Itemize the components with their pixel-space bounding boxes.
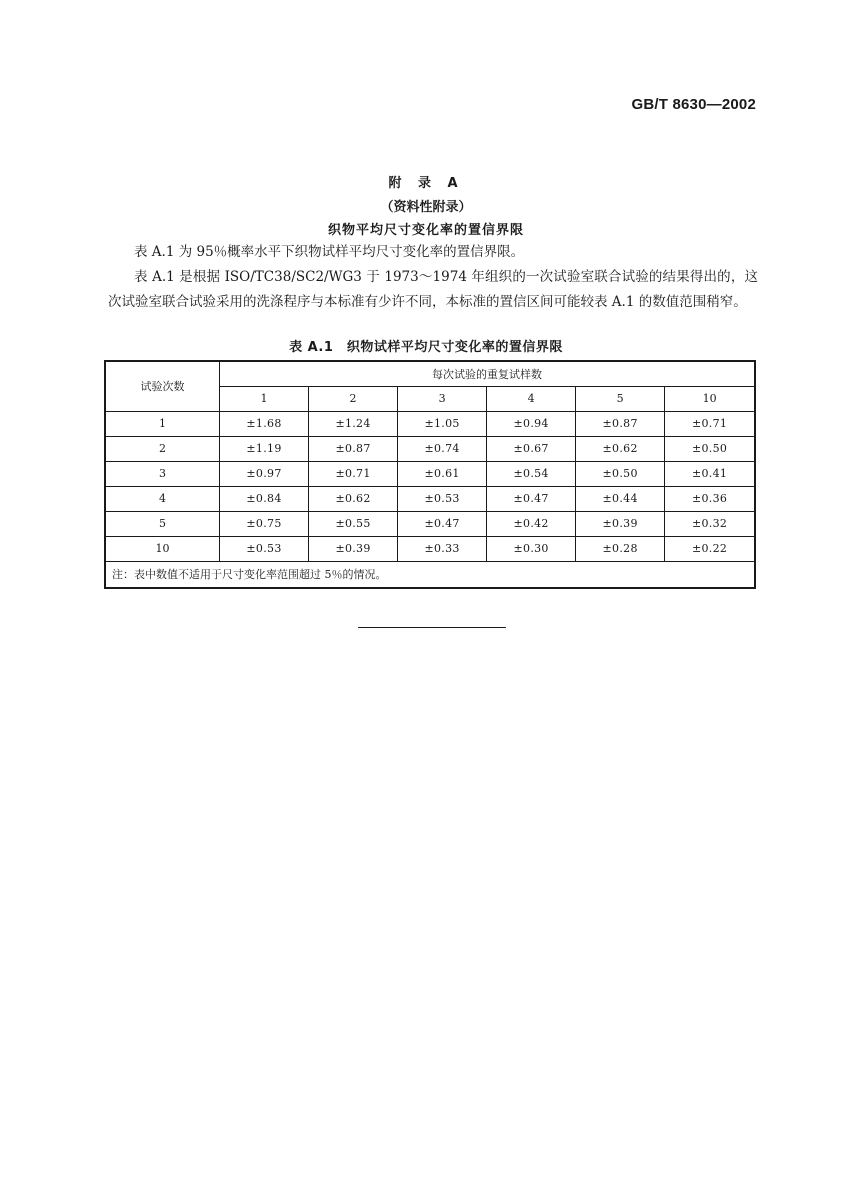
row-header-cell: 试验次数: [105, 361, 220, 411]
table-cell: ±0.71: [665, 411, 755, 436]
table-cell: ±0.97: [220, 461, 309, 486]
table-row: [105, 461, 755, 486]
table-cell: ±0.36: [665, 486, 755, 511]
row-label: 5: [105, 511, 220, 536]
table-cell: ±0.33: [398, 536, 487, 561]
table-cell: ±0.55: [309, 511, 398, 536]
table-cell: ±0.75: [220, 511, 309, 536]
table-cell: ±0.47: [398, 511, 487, 536]
table-cell: ±0.94: [487, 411, 576, 436]
table-cell: ±0.87: [576, 411, 665, 436]
row-label: 1: [105, 411, 220, 436]
table-cell: ±1.68: [220, 411, 309, 436]
table-row: [105, 536, 755, 561]
table-cell: ±0.39: [309, 536, 398, 561]
row-label: 4: [105, 486, 220, 511]
table-cell: ±0.74: [398, 436, 487, 461]
column-header-5: 5: [576, 386, 665, 411]
table-row: [105, 411, 755, 436]
table-cell: ±0.61: [398, 461, 487, 486]
table-cell: ±0.54: [487, 461, 576, 486]
table-cell: ±1.19: [220, 436, 309, 461]
standard-number: GB/T 8630—2002: [631, 96, 756, 113]
confidence-limits-table: [104, 360, 756, 589]
table-row: [105, 486, 755, 511]
table-cell: ±0.67: [487, 436, 576, 461]
column-header-4: 4: [487, 386, 576, 411]
table-cell: ±0.62: [576, 436, 665, 461]
table-cell: ±0.84: [220, 486, 309, 511]
table-row: [105, 436, 755, 461]
row-label: 10: [105, 536, 220, 561]
column-header-2: 2: [309, 386, 398, 411]
table-cell: ±0.42: [487, 511, 576, 536]
table-cell: ±0.32: [665, 511, 755, 536]
table-cell: ±0.22: [665, 536, 755, 561]
table-cell: ±0.53: [220, 536, 309, 561]
table-cell: ±0.50: [576, 461, 665, 486]
column-header-3: 3: [398, 386, 487, 411]
column-group-header: 每次试验的重复试样数: [220, 361, 756, 386]
table-cell: ±0.39: [576, 511, 665, 536]
table-cell: ±0.28: [576, 536, 665, 561]
table-cell: ±0.71: [309, 461, 398, 486]
table-cell: ±0.62: [309, 486, 398, 511]
paragraph-1: 表 A.1 为 95％概率水平下织物试样平均尺寸变化率的置信界限。: [134, 244, 525, 260]
column-header-1: 1: [220, 386, 309, 411]
paragraph-2: 表 A.1 是根据 ISO/TC38/SC2/WG3 于 1973～1974 年组织的一次试验室联合试验的结果得出的，这次试验室联合试验采用的洗涤程序与本标准有少许不同，本标准的置信区间可能较表 A.1 的数值范围稍窄。: [108, 269, 758, 310]
table-cell: ±0.87: [309, 436, 398, 461]
table-cell: ±0.30: [487, 536, 576, 561]
row-label: 3: [105, 461, 220, 486]
annex-label: 附 录 A: [388, 176, 464, 191]
annex-nature: （资料性附录）: [380, 200, 472, 215]
table-cell: ±0.53: [398, 486, 487, 511]
table-note-row: [105, 561, 755, 588]
table-title: 表 A.1 织物试样平均尺寸变化率的置信界限: [289, 340, 563, 355]
table-header-row-1: [105, 361, 755, 386]
table-cell: ±0.41: [665, 461, 755, 486]
table-cell: ±1.05: [398, 411, 487, 436]
table-cell: ±0.47: [487, 486, 576, 511]
row-label: 2: [105, 436, 220, 461]
end-rule-divider: [358, 627, 506, 628]
table-note: 注：表中数值不适用于尺寸变化率范围超过 5％的情况。: [105, 561, 755, 588]
table-cell: ±0.50: [665, 436, 755, 461]
column-header-10: 10: [665, 386, 755, 411]
table-cell: ±0.44: [576, 486, 665, 511]
table-cell: ±1.24: [309, 411, 398, 436]
table-row: [105, 511, 755, 536]
annex-title: 织物平均尺寸变化率的置信界限: [327, 223, 524, 238]
